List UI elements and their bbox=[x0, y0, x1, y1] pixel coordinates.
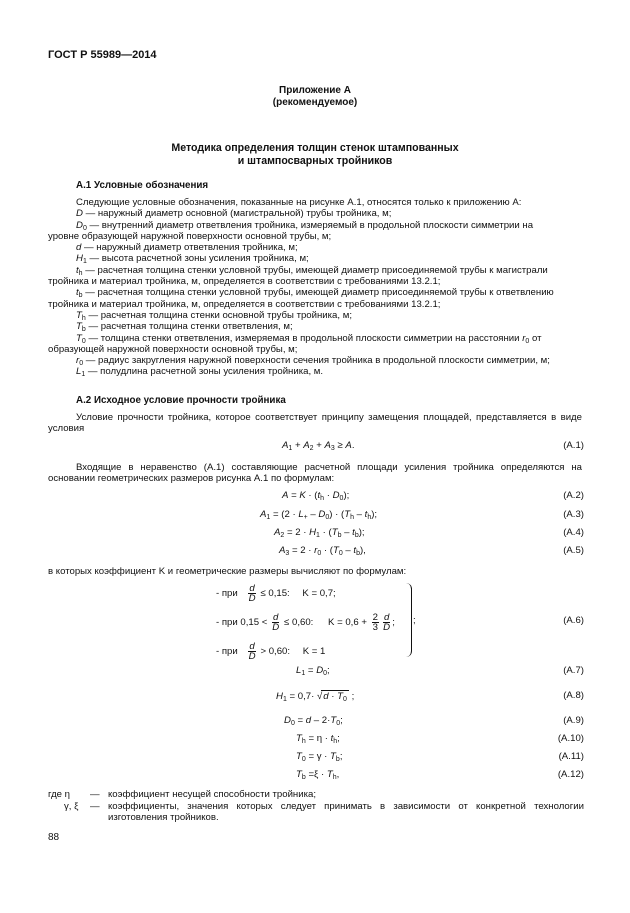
formula-a7: $L_1 = D_0$; bbox=[296, 665, 330, 677]
piecewise-brace bbox=[405, 583, 412, 657]
formula-a1: $A_1 + A_2 + A_3 \ge A$. bbox=[282, 440, 355, 452]
eq-number: (А.12) bbox=[557, 769, 584, 780]
eq-number: (А.1) bbox=[563, 440, 584, 451]
eq-number: (А.2) bbox=[563, 490, 584, 501]
formula-a2: $A = K \cdot (t_h \cdot D_0)$; bbox=[282, 490, 350, 502]
appendix-subtitle: (рекомендуемое) bbox=[272, 97, 358, 108]
eq-number: (А.4) bbox=[563, 527, 584, 538]
condition-1: - при $\frac{d}{D}$ ≤ 0,15: K = 0,7; bbox=[216, 583, 336, 604]
section-a2-heading: А.2 Исходное условие прочности тройника bbox=[76, 395, 286, 406]
section-a1-heading: А.1 Условные обозначения bbox=[76, 180, 209, 191]
eq-number: (А.10) bbox=[557, 733, 584, 744]
formula-a4: $A_2 = 2 \cdot H_1 \cdot (T_b - t_b)$; bbox=[274, 527, 365, 539]
formula-a12: $T_b =\xi \cdot T_h$, bbox=[296, 769, 340, 781]
eq-number: (А.5) bbox=[563, 545, 584, 556]
notation-list: Следующие условные обозначения, показанные на рисунке А.1, относятся только к приложению А: D — наружный диаметр основной (магистральной) трубы тройника, м; $D_0$ — внутренний диаметр ответвления тройника, измеряемый в продольной плоскости симметрии на уровне образующей наружной поверхности основной трубы, м; d — наружный диаметр ответвления тройника, м; $H_1$ — высота расчетной зоны усиления тройника, м; $t_h$ — расчетная толщина стенки условной трубы, имеющей диаметр присоединяемой трубы к магистрали тройника и материал тройника, м, определяется в соответствии с требованиями 13.2.1; $t_b$ — расчетная толщина стенки условной трубы, имеющей диаметр присоединяемой трубы к ответвлению тройника и материал тройника, м, определяется в соответствии с требованиями 13.2.1; $T_h$ — расчетная толщина стенки основной трубы тройника, м; $T_b$ — расчетная толщина стенки ответвления, м; $T_0$ — толщина стенки ответвления, измеряемая в продольной плоскости симметрии на расстоянии $r_0$ от образующей наружной поверхности основной трубы, м; $r_0$ — радиус закругления наружной поверхности сечения тройника в продольной плоскости симметрии, м; $L_1$ — полудлина расчетной зоны усиления тройника, м. bbox=[48, 197, 554, 379]
eq-number: (А.6) bbox=[563, 615, 584, 626]
formulas-paragraph: Входящие в неравенство (А.1) составляющие расчетной площади усиления тройника определяются на основании геометрических размеров рисунка А.1 по формулам: bbox=[48, 462, 582, 485]
doc-title-line1: Методика определения толщин стенок штампованных bbox=[171, 142, 459, 154]
page-number: 88 bbox=[48, 832, 60, 843]
formula-a11: $T_0 = \gamma \cdot T_b$; bbox=[296, 751, 343, 763]
appendix-title: Приложение А bbox=[279, 85, 351, 96]
intro-paragraph: Условие прочности тройника, которое соответствует принципу замещения площадей, представляется в виде условия bbox=[48, 412, 582, 435]
brace-semicolon: ; bbox=[413, 615, 416, 626]
condition-2: - при 0,15 < $\frac{d}{D}$ ≤ 0,60: K = 0,6 + $\frac{2}{3}$ $\frac{d}{D}$ ; bbox=[216, 612, 395, 633]
document-header: ГОСТ Р 55989—2014 bbox=[48, 49, 157, 61]
formula-a5: $A_3 = 2 \cdot r_0 \cdot (T_0 - t_b)$, bbox=[279, 545, 366, 557]
doc-title-line2: и штампосварных тройников bbox=[237, 155, 393, 167]
eq-number: (А.3) bbox=[563, 509, 584, 520]
formula-a10: $T_h = \eta \cdot t_h$; bbox=[296, 733, 340, 745]
formula-a9: $D_0 = d - 2\cdot T_0$; bbox=[284, 715, 343, 727]
coef-text: в которых коэффициент K и геометрические размеры вычисляют по формулам: bbox=[48, 566, 407, 577]
eq-number: (А.9) bbox=[563, 715, 584, 726]
formula-a8: $H_1 = 0,7\cdot √d \cdot T_0$ ; bbox=[276, 691, 355, 703]
eq-number: (А.8) bbox=[563, 690, 584, 701]
eq-number: (А.7) bbox=[563, 665, 584, 676]
formula-a3: $A_1 = (2 \cdot L_+ - D_0) \cdot (T_h - t_h)$; bbox=[260, 509, 378, 521]
eq-number: (А.11) bbox=[558, 751, 584, 762]
condition-3: - при $\frac{d}{D}$ > 0,60: K = 1 bbox=[216, 641, 326, 662]
